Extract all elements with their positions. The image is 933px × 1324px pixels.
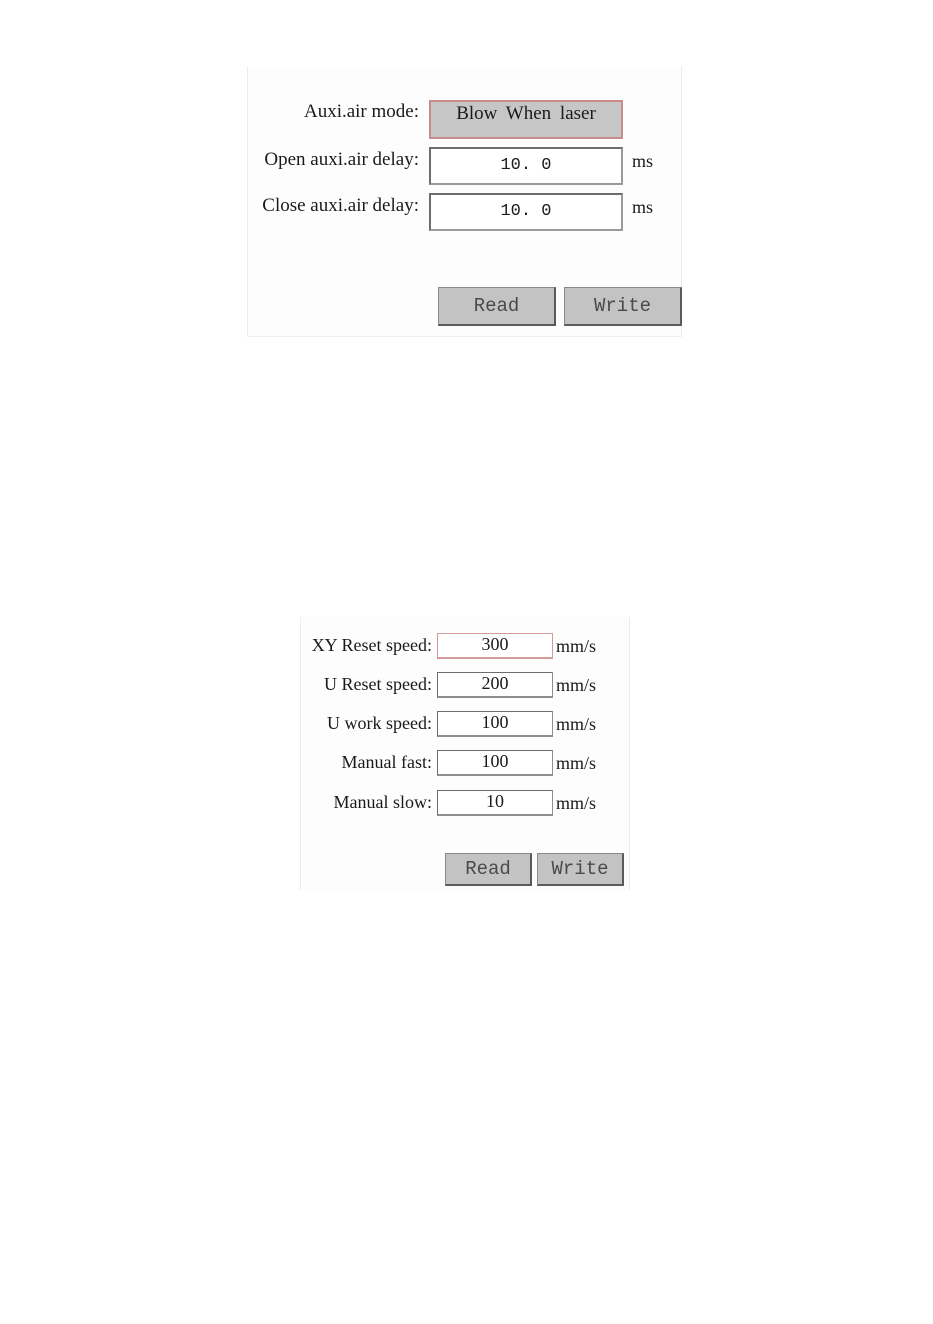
manual-slow-label: Manual slow: xyxy=(333,792,432,812)
manual-fast-input[interactable]: 100 xyxy=(437,750,553,776)
xy-reset-speed-input[interactable]: 300 xyxy=(437,633,553,659)
xy-reset-speed-unit: mm/s xyxy=(556,636,597,656)
aux-air-mode-label: Auxi.air mode: xyxy=(303,101,419,122)
u-reset-speed-label: U Reset speed: xyxy=(324,674,432,694)
u-reset-speed-unit: mm/s xyxy=(556,675,597,695)
manual-fast-label: Manual fast: xyxy=(341,752,432,772)
close-aux-air-delay-input[interactable]: 10. 0 xyxy=(429,193,623,231)
speed-row xyxy=(301,790,631,816)
u-work-speed-input[interactable]: 100 xyxy=(437,711,553,737)
write-button[interactable]: Write xyxy=(537,853,624,886)
manual-slow-input[interactable]: 10 xyxy=(437,790,553,816)
aux-air-mode-selector[interactable]: Blow When laser xyxy=(429,100,623,139)
read-button[interactable]: Read xyxy=(445,853,532,886)
open-aux-air-delay-unit: ms xyxy=(632,151,654,171)
aux-air-settings-panel xyxy=(247,66,682,337)
open-aux-air-delay-input[interactable]: 10. 0 xyxy=(429,147,623,185)
speed-row xyxy=(301,750,631,776)
write-button[interactable]: Write xyxy=(564,287,682,326)
speed-row xyxy=(301,711,631,737)
manual-fast-unit: mm/s xyxy=(556,753,597,773)
open-aux-air-delay-label: Open auxi.air delay: xyxy=(264,149,419,170)
u-work-speed-unit: mm/s xyxy=(556,714,597,734)
u-work-speed-label: U work speed: xyxy=(327,713,432,733)
xy-reset-speed-label: XY Reset speed: xyxy=(311,635,432,655)
speed-row xyxy=(301,633,631,659)
speed-row xyxy=(301,672,631,698)
close-aux-air-delay-unit: ms xyxy=(632,197,654,217)
close-aux-air-delay-label: Close auxi.air delay: xyxy=(262,195,419,216)
u-reset-speed-input[interactable]: 200 xyxy=(437,672,553,698)
speed-settings-panel xyxy=(300,617,630,890)
read-button[interactable]: Read xyxy=(438,287,556,326)
manual-slow-unit: mm/s xyxy=(556,793,597,813)
